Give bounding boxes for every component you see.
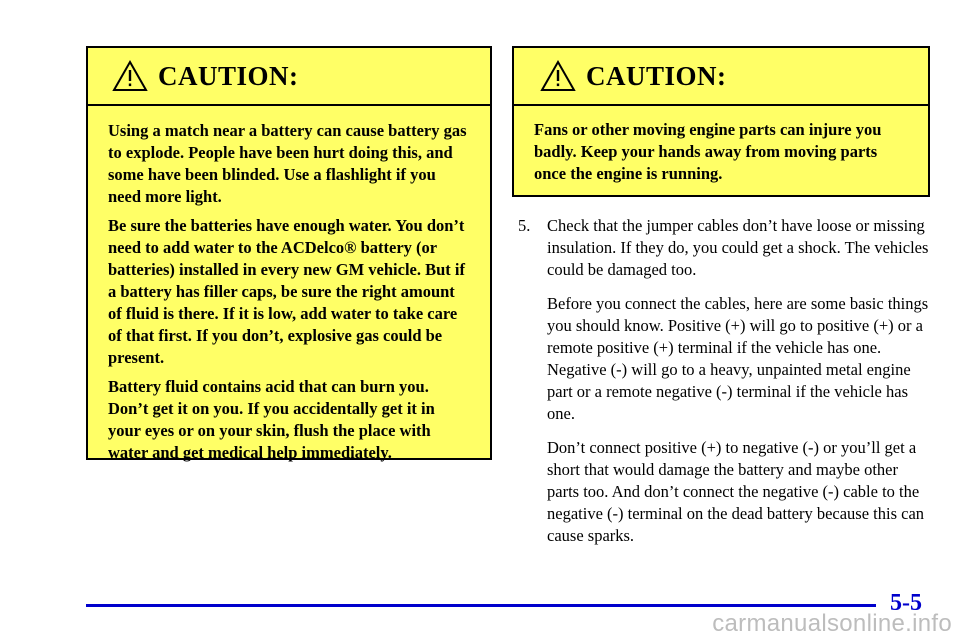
- caution-body: [88, 106, 490, 464]
- caution-title: CAUTION:: [586, 60, 727, 91]
- step-paragraph: Check that the jumper cables don’t have loose or missing insulation. If they do, you could get a shock. The vehicles could be damaged too.: [547, 216, 929, 279]
- caution-body: [514, 106, 928, 185]
- caution-paragraph: Fans or other moving engine parts can injure you badly. Keep your hands away from moving parts once the engine is running.: [534, 120, 882, 183]
- step-5: [518, 215, 930, 559]
- caution-header: [88, 48, 490, 106]
- warning-triangle-icon: [112, 59, 148, 93]
- caution-header: [514, 48, 928, 106]
- warning-triangle-icon: [540, 59, 576, 93]
- caution-box-battery: [86, 46, 492, 460]
- caution-paragraph: Battery fluid contains acid that can burn you. Don’t get it on you. If you accidentally get it in your eyes or on your skin, flush the place with water and get medical help immediately.: [108, 377, 435, 462]
- page-number: 5-5: [890, 590, 922, 616]
- step-number: 5.: [518, 216, 531, 235]
- caution-box-fans: [512, 46, 930, 197]
- caution-paragraph: Using a match near a battery can cause battery gas to explode. People have been hurt doing this, and some have been blinded. Use a flashlight if you need more light.: [108, 121, 467, 206]
- step-paragraph: Don’t connect positive (+) to negative (-) or you’ll get a short that would damage the battery and maybe other parts too. And don’t connect the negative (-) cable to the negative (-) terminal on the dead battery because this can cause sparks.: [547, 438, 925, 545]
- footer-rule: [86, 604, 876, 607]
- step-paragraph: Before you connect the cables, here are some basic things you should know. Positive (+) will go to positive (+) or a remote positive (+) terminal if the vehicle has one. Negative (-) will go to a heavy, unpainted metal engine part or a remote negative (-) terminal if the vehicle has one.: [547, 294, 929, 423]
- watermark: carmanualsonline.info: [712, 610, 952, 637]
- caution-paragraph: Be sure the batteries have enough water. You don’t need to add water to the ACDelco® battery (or batteries) installed in every new GM vehicle. But if a battery has filler caps, be sure the right amount of fluid is there. If it is low, add water to take care of that first. If you don’t, explosive gas could be present.: [108, 216, 465, 367]
- caution-title: CAUTION:: [158, 60, 299, 91]
